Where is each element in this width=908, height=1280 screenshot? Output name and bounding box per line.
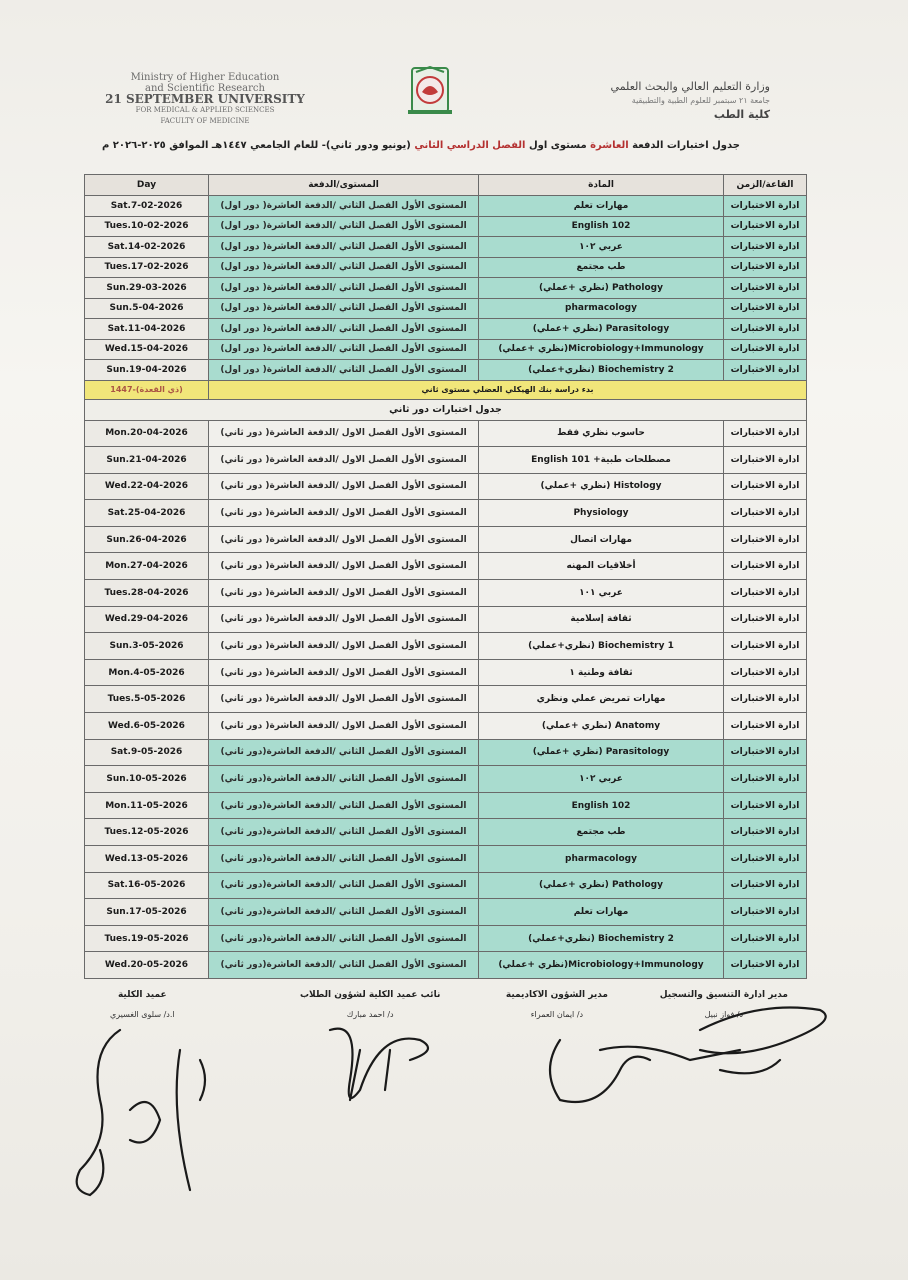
university-logo [398, 66, 462, 118]
signature-role: مدير الشؤون الاكاديمية [505, 990, 608, 1000]
exam-hall: ادارة الاختبارات [724, 447, 807, 474]
exam-level: المستوى الأول الفصل الثاني /الدفعة العاشرة(دور ثاني) [209, 792, 479, 819]
exam-hall: ادارة الاختبارات [724, 420, 807, 447]
exam-level: المستوى الأول الفصل الاول /الدفعة العاشرة( دور ثاني) [209, 473, 479, 500]
table-row [85, 298, 807, 319]
exam-day: Sun.10-05-2026 [85, 766, 209, 793]
exam-subject: حاسوب نظري فقط [479, 420, 724, 447]
exam-hall: ادارة الاختبارات [724, 298, 807, 319]
exam-subject: Pathology (نظري +عملي) [479, 278, 724, 299]
exam-level: المستوى الأول الفصل الاول /الدفعة العاشرة( دور ثاني) [209, 580, 479, 607]
signature-stroke [330, 1029, 428, 1098]
exam-level: المستوى الأول الفصل الثاني /الدفعة العاشرة(دور ثاني) [209, 739, 479, 766]
exam-subject: مهارات اتصال [479, 526, 724, 553]
handwritten-signatures [0, 990, 908, 1250]
exam-level: المستوى الأول الفصل الثاني /الدفعة العاشرة( دور اول) [209, 196, 479, 217]
exam-subject: Biochemistry 2 (نظري+عملي) [479, 360, 724, 381]
exam-level: المستوى الأول الفصل الاول /الدفعة العاشرة( دور ثاني) [209, 447, 479, 474]
signature-name: د/ فواز نبيل [704, 1010, 744, 1019]
exam-level: المستوى الأول الفصل الثاني /الدفعة العاشرة(دور ثاني) [209, 766, 479, 793]
exam-day: Tues.19-05-2026 [85, 925, 209, 952]
exam-subject: Biochemistry 2 (نظري+عملي) [479, 925, 724, 952]
table-row [85, 925, 807, 952]
exam-hall: ادارة الاختبارات [724, 872, 807, 899]
exam-subject: عربي ١٠٢ [479, 766, 724, 793]
title-part: الفصل الدراسي الثاني [414, 140, 526, 151]
exam-hall: ادارة الاختبارات [724, 713, 807, 740]
exam-day: Wed.29-04-2026 [85, 606, 209, 633]
exam-hall: ادارة الاختبارات [724, 580, 807, 607]
exam-hall: ادارة الاختبارات [724, 257, 807, 278]
signature-role: عميد الكلية [117, 990, 167, 1000]
exam-hall: ادارة الاختبارات [724, 766, 807, 793]
table-row [85, 553, 807, 580]
exam-day: Sat.7-02-2026 [85, 196, 209, 217]
schedule-title [101, 140, 740, 151]
exam-subject: Anatomy (نظري +عملي) [479, 713, 724, 740]
exam-day: Wed.20-05-2026 [85, 952, 209, 979]
exam-hall: ادارة الاختبارات [724, 526, 807, 553]
exam-day: Tues.12-05-2026 [85, 819, 209, 846]
exam-level: المستوى الأول الفصل الثاني /الدفعة العاشرة( دور اول) [209, 339, 479, 360]
signature-stroke [200, 1060, 205, 1100]
signature-stroke [130, 1102, 160, 1143]
exam-level: المستوى الأول الفصل الاول /الدفعة العاشرة( دور ثاني) [209, 606, 479, 633]
table-row [85, 633, 807, 660]
exam-level: المستوى الأول الفصل الاول /الدفعة العاشرة( دور ثاني) [209, 686, 479, 713]
exam-hall: ادارة الاختبارات [724, 319, 807, 340]
signature-stroke [720, 1060, 780, 1073]
header-line: and Scientific Research [145, 83, 265, 94]
exam-day: Wed.13-05-2026 [85, 846, 209, 873]
exam-hall: ادارة الاختبارات [724, 739, 807, 766]
exam-subject: Parasitology (نظري +عملي) [479, 319, 724, 340]
exam-level: المستوى الأول الفصل الثاني /الدفعة العاشرة( دور اول) [209, 278, 479, 299]
exam-day: Sat.11-04-2026 [85, 319, 209, 340]
exam-hall: ادارة الاختبارات [724, 196, 807, 217]
exam-day: Wed.6-05-2026 [85, 713, 209, 740]
header-line: FACULTY OF MEDICINE [160, 117, 250, 125]
exam-level: المستوى الأول الفصل الاول /الدفعة العاشرة( دور ثاني) [209, 659, 479, 686]
exam-subject: Histology (نظري +عملي) [479, 473, 724, 500]
exam-subject: Biochemistry 1 (نظري+عملي) [479, 633, 724, 660]
table-row [85, 713, 807, 740]
exam-hall: ادارة الاختبارات [724, 216, 807, 237]
signature-name: د/ احمد مبارك [346, 1010, 394, 1019]
signature-name: د/ ايمان العمراء [530, 1010, 584, 1019]
table-row [85, 420, 807, 447]
exam-subject: English 102 [479, 216, 724, 237]
exam-day: Sun.19-04-2026 [85, 360, 209, 381]
exam-day: Tues.10-02-2026 [85, 216, 209, 237]
header-line: 21 SEPTEMBER UNIVERSITY [105, 92, 305, 106]
exam-subject: طب مجتمع [479, 819, 724, 846]
exam-subject: مهارات تعلم [479, 196, 724, 217]
exam-subject: ثقافة إسلامية [479, 606, 724, 633]
exam-level: المستوى الأول الفصل الثاني /الدفعة العاشرة( دور اول) [209, 360, 479, 381]
exam-level: المستوى الأول الفصل الثاني /الدفعة العاشرة(دور ثاني) [209, 819, 479, 846]
exam-level: المستوى الأول الفصل الاول /الدفعة العاشرة( دور ثاني) [209, 420, 479, 447]
table-row [85, 216, 807, 237]
title-part: جدول اختبارات الدفعة [628, 140, 740, 151]
exam-subject: عربي ١٠١ [479, 580, 724, 607]
exam-hall: ادارة الاختبارات [724, 925, 807, 952]
table-row [85, 319, 807, 340]
exam-day: Mon.4-05-2026 [85, 659, 209, 686]
column-header-subject: المادة [479, 175, 724, 196]
exam-hall: ادارة الاختبارات [724, 846, 807, 873]
table-row [85, 872, 807, 899]
exam-day: Mon.27-04-2026 [85, 553, 209, 580]
title-part: العاشرة [590, 140, 629, 151]
table-row [85, 659, 807, 686]
exam-level: المستوى الأول الفصل الاول /الدفعة العاشرة( دور ثاني) [209, 633, 479, 660]
exam-subject: Pathology (نظري +عملي) [479, 872, 724, 899]
exam-subject: pharmacology [479, 298, 724, 319]
exam-level: المستوى الأول الفصل الاول /الدفعة العاشرة( دور ثاني) [209, 500, 479, 527]
signature-stroke [385, 1050, 390, 1090]
table-row [85, 196, 807, 217]
exam-day: Tues.28-04-2026 [85, 580, 209, 607]
signature-stroke [177, 1050, 190, 1190]
note-date: (ذي القعدة)-1447 [85, 380, 209, 399]
exam-hall: ادارة الاختبارات [724, 606, 807, 633]
exam-level: المستوى الأول الفصل الثاني /الدفعة العاشرة(دور ثاني) [209, 872, 479, 899]
table-row [85, 766, 807, 793]
header-line: كلية الطب [713, 108, 770, 121]
exam-day: Wed.22-04-2026 [85, 473, 209, 500]
exam-subject: مهارات تعلم [479, 899, 724, 926]
exam-level: المستوى الأول الفصل الاول /الدفعة العاشرة( دور ثاني) [209, 553, 479, 580]
table-row [85, 278, 807, 299]
exam-hall: ادارة الاختبارات [724, 360, 807, 381]
signature-stroke [700, 1008, 826, 1054]
exam-day: Tues.17-02-2026 [85, 257, 209, 278]
university-header-english [100, 72, 310, 127]
table-row [85, 739, 807, 766]
header-line: جامعة ٢١ سبتمبر للعلوم الطبية والتطبيقية [631, 96, 770, 105]
signature-name: ا.د/ سلوى الغسيري [110, 1010, 175, 1019]
exam-subject: مهارات تمريض عملي ونظري [479, 686, 724, 713]
exam-hall: ادارة الاختبارات [724, 899, 807, 926]
title-part: (يونيو ودور ثاني)- للعام الجامعي ١٤٤٧هـ الموافق ٢٠٢٥-٢٠٢٦ م [101, 140, 415, 151]
exam-level: المستوى الأول الفصل الثاني /الدفعة العاشرة( دور اول) [209, 298, 479, 319]
exam-level: المستوى الأول الفصل الثاني /الدفعة العاشرة(دور ثاني) [209, 846, 479, 873]
exam-day: Sun.5-04-2026 [85, 298, 209, 319]
exam-hall: ادارة الاختبارات [724, 553, 807, 580]
exam-hall: ادارة الاختبارات [724, 500, 807, 527]
note-row [85, 380, 807, 399]
table-row [85, 899, 807, 926]
signature-role: مدير ادارة التنسيق والتسجيل [659, 990, 788, 1000]
exam-subject: عربي ١٠٢ [479, 237, 724, 258]
exam-hall: ادارة الاختبارات [724, 659, 807, 686]
header-line: وزارة التعليم العالي والبحث العلمي [610, 80, 770, 93]
exam-hall: ادارة الاختبارات [724, 237, 807, 258]
exam-day: Sun.21-04-2026 [85, 447, 209, 474]
exam-level: المستوى الأول الفصل الثاني /الدفعة العاشرة(دور ثاني) [209, 952, 479, 979]
table-row [85, 447, 807, 474]
exam-subject: pharmacology [479, 846, 724, 873]
exam-hall: ادارة الاختبارات [724, 339, 807, 360]
exam-day: Sat.14-02-2026 [85, 237, 209, 258]
table-row [85, 360, 807, 381]
exam-subject: Microbiology+Immunology(نظري +عملي) [479, 952, 724, 979]
exam-hall: ادارة الاختبارات [724, 792, 807, 819]
table-row [85, 257, 807, 278]
exam-subject: ثقافة وطنية ١ [479, 659, 724, 686]
signature-stroke [77, 1030, 120, 1195]
exam-hall: ادارة الاختبارات [724, 686, 807, 713]
exam-subject: طب مجتمع [479, 257, 724, 278]
table-row [85, 952, 807, 979]
exam-hall: ادارة الاختبارات [724, 819, 807, 846]
exam-schedule-table [84, 174, 807, 979]
title-part: مستوى اول [525, 140, 591, 151]
exam-level: المستوى الأول الفصل الثاني /الدفعة العاشرة( دور اول) [209, 319, 479, 340]
exam-day: Sun.29-03-2026 [85, 278, 209, 299]
table-row [85, 500, 807, 527]
table-header-row [85, 175, 807, 196]
header-line: FOR MEDICAL & APPLIED SCIENCES [135, 106, 275, 114]
exam-day: Mon.20-04-2026 [85, 420, 209, 447]
exam-subject: English 102 [479, 792, 724, 819]
signature-role: نائب عميد الكلية لشؤون الطلاب [300, 990, 441, 1000]
table-row [85, 686, 807, 713]
table-row [85, 606, 807, 633]
exam-subject: أخلاقيات المهنه [479, 553, 724, 580]
section-title-row [85, 399, 807, 420]
column-header-level: المستوى/الدفعة [209, 175, 479, 196]
exam-day: Sat.9-05-2026 [85, 739, 209, 766]
exam-hall: ادارة الاختبارات [724, 633, 807, 660]
table-row [85, 339, 807, 360]
exam-level: المستوى الأول الفصل الثاني /الدفعة العاشرة(دور ثاني) [209, 899, 479, 926]
exam-hall: ادارة الاختبارات [724, 278, 807, 299]
exam-level: المستوى الأول الفصل الثاني /الدفعة العاشرة( دور اول) [209, 237, 479, 258]
column-header-day: Day [85, 175, 209, 196]
exam-subject: Microbiology+Immunology(نظري +عملي) [479, 339, 724, 360]
exam-level: المستوى الأول الفصل الاول /الدفعة العاشرة( دور ثاني) [209, 713, 479, 740]
table-row [85, 526, 807, 553]
university-header-arabic [600, 80, 770, 122]
table-row [85, 473, 807, 500]
table-row [85, 819, 807, 846]
exam-level: المستوى الأول الفصل الثاني /الدفعة العاشرة( دور اول) [209, 257, 479, 278]
exam-day: Tues.5-05-2026 [85, 686, 209, 713]
section-title: جدول اختبارات دور ثاني [85, 399, 807, 420]
exam-day: Sun.3-05-2026 [85, 633, 209, 660]
exam-level: المستوى الأول الفصل الثاني /الدفعة العاشرة(دور ثاني) [209, 925, 479, 952]
note-text: بدء دراسة بنك الهيكلي العضلي مستوى ثاني [209, 380, 807, 399]
exam-subject: Physiology [479, 500, 724, 527]
exam-subject: Parasitology (نظري +عملي) [479, 739, 724, 766]
table-row [85, 580, 807, 607]
exam-day: Wed.15-04-2026 [85, 339, 209, 360]
exam-day: Mon.11-05-2026 [85, 792, 209, 819]
exam-hall: ادارة الاختبارات [724, 473, 807, 500]
exam-day: Sun.26-04-2026 [85, 526, 209, 553]
exam-subject: مصطلحات طبية+ English 101 [479, 447, 724, 474]
header-line: Ministry of Higher Education [130, 72, 280, 83]
exam-level: المستوى الأول الفصل الاول /الدفعة العاشرة( دور ثاني) [209, 526, 479, 553]
exam-day: Sun.17-05-2026 [85, 899, 209, 926]
exam-day: Sat.25-04-2026 [85, 500, 209, 527]
table-row [85, 237, 807, 258]
exam-level: المستوى الأول الفصل الثاني /الدفعة العاشرة( دور اول) [209, 216, 479, 237]
exam-hall: ادارة الاختبارات [724, 952, 807, 979]
table-row [85, 792, 807, 819]
exam-day: Sat.16-05-2026 [85, 872, 209, 899]
column-header-hall: القاعة/الزمن [724, 175, 807, 196]
table-row [85, 846, 807, 873]
